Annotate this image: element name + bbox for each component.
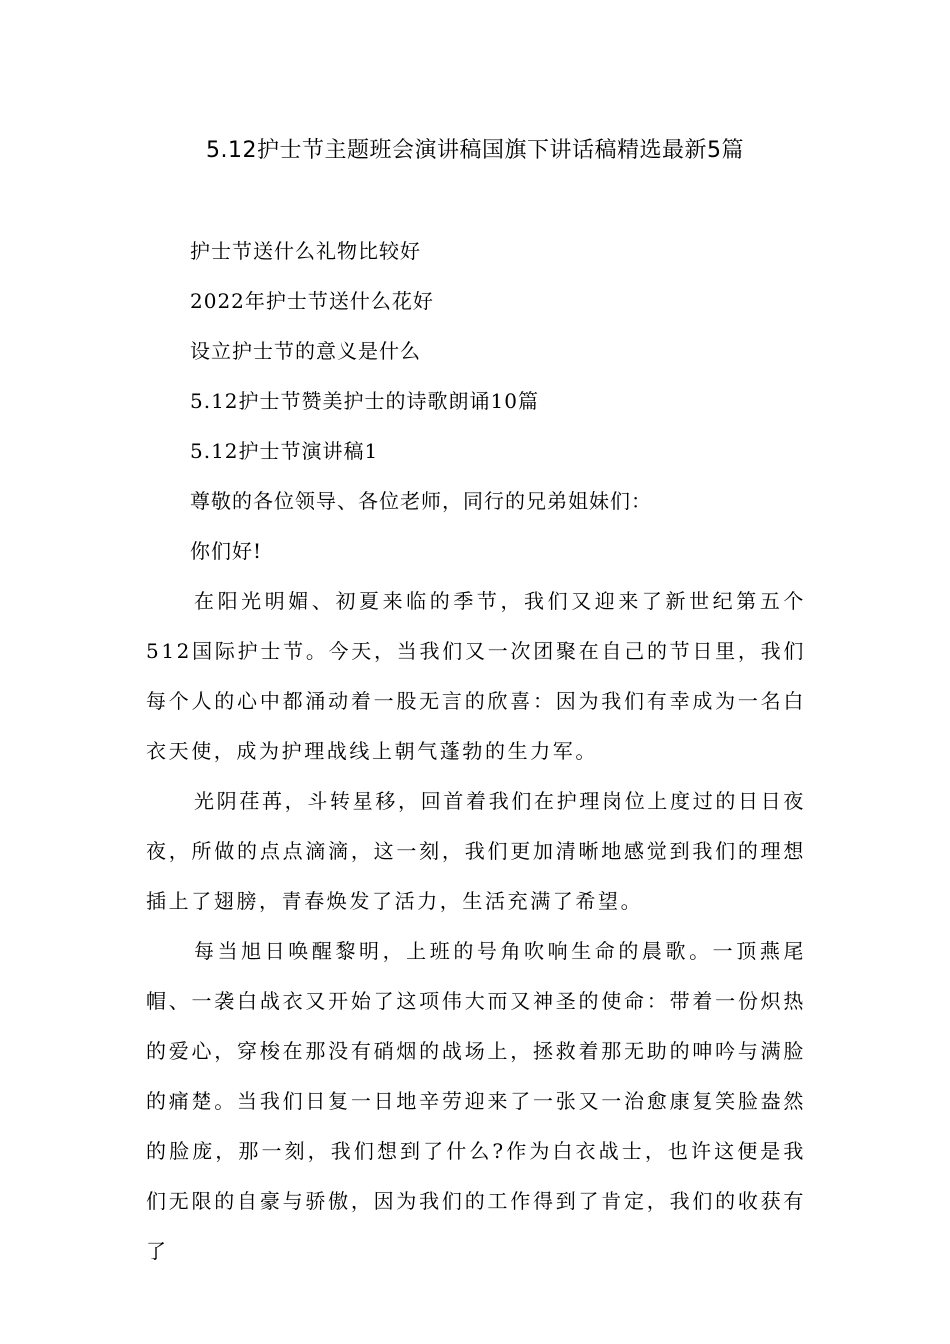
related-link-meaning[interactable]: 设立护士节的意义是什么 (190, 339, 421, 363)
body-paragraph: 在阳光明媚、初夏来临的季节，我们又迎来了新世纪第五个512国际护士节。今天，当我们又一次团聚在自己的节日里，我们每个人的心中都涌动着一股无言的欣喜：因为我们有幸成为一名白衣天使，成为护理战线上朝气蓬勃的生力军。 (146, 589, 806, 763)
related-link-poems[interactable]: 5.12护士节赞美护士的诗歌朗诵10篇 (190, 389, 539, 413)
related-links-list (190, 232, 830, 582)
greeting: 你们好! (190, 539, 263, 563)
related-link-flowers[interactable]: 2022年护士节送什么花好 (190, 289, 434, 313)
salutation: 尊敬的各位领导、各位老师，同行的兄弟姐妹们： (190, 489, 652, 513)
related-link-gift[interactable]: 护士节送什么礼物比较好 (190, 239, 421, 263)
document-title: 5.12护士节主题班会演讲稿国旗下讲话稿精选最新5篇 (206, 138, 744, 163)
speech-heading: 5.12护士节演讲稿1 (190, 439, 379, 463)
document-body (146, 576, 806, 1276)
body-paragraph: 光阴荏苒，斗转星移，回首着我们在护理岗位上度过的日日夜夜，所做的点点滴滴，这一刻，我们更加清晰地感觉到我们的理想插上了翅膀，青春焕发了活力，生活充满了希望。 (146, 789, 806, 913)
body-paragraph: 每当旭日唤醒黎明，上班的号角吹响生命的晨歌。一顶燕尾帽、一袭白战衣又开始了这项伟大而又神圣的使命：带着一份炽热的爱心，穿梭在那没有硝烟的战场上，拯救着那无助的呻吟与满脸的痛楚。当我们日复一日地辛劳迎来了一张又一治愈康复笑脸盎然的脸庞，那一刻，我们想到了什么?作为白衣战士，也许这便是我们无限的自豪与骄傲，因为我们的工作得到了肯定，我们的收获有了 (146, 939, 806, 1263)
